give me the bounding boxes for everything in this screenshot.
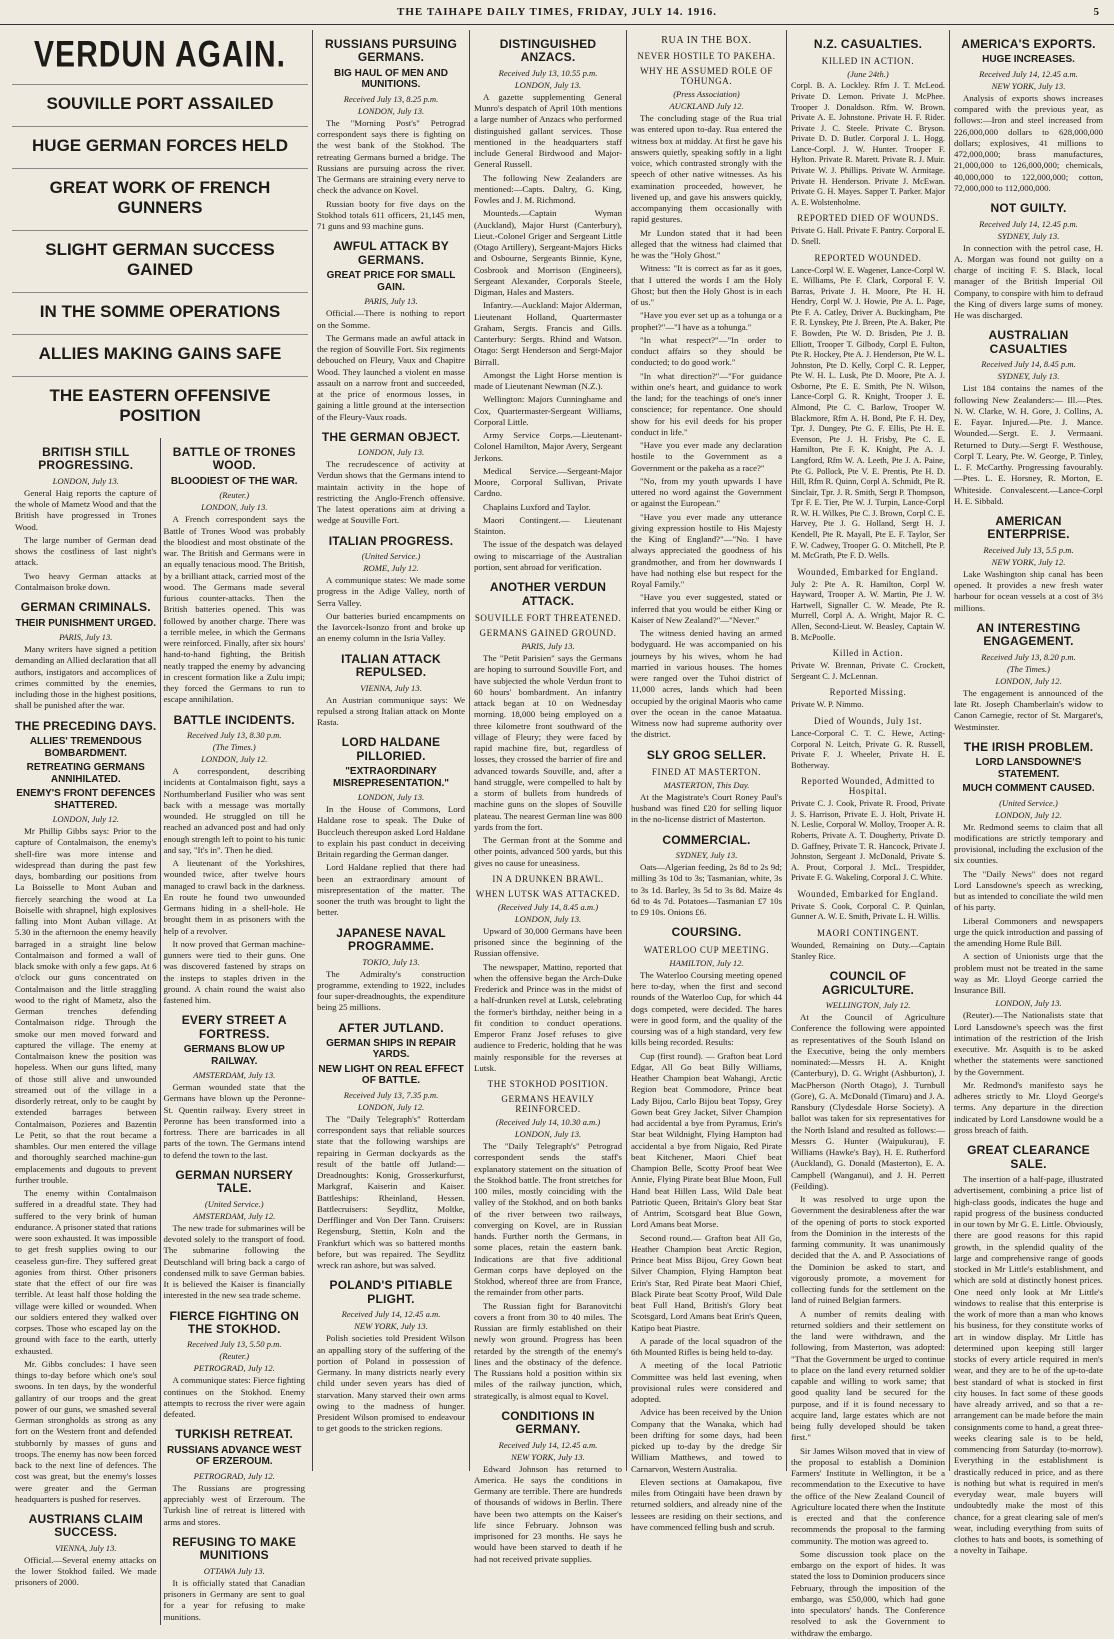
article-subheading: WATERLOO CUP MEETING. bbox=[643, 944, 770, 955]
dateline: NEW YORK, July 13. bbox=[991, 80, 1066, 91]
article-headline: AUSTRIANS CLAIM SUCCESS. bbox=[28, 1512, 143, 1540]
article-paragraph: Our batteries buried encampments on the Iavorcek-Isonzo front and broke up an enemy column in the Isria Valley. bbox=[317, 610, 465, 644]
article-paragraph: A lieutenant of the Yorkshires, wounded twice, after twelve hours managed to crawl back in the darkness. En route he found two unwounded Germans hiding in a shell-hole. He brought them in as prisoners with the help of a revolver. bbox=[163, 858, 305, 936]
dateline: AUCKLAND July 12. bbox=[669, 101, 744, 111]
column-1 bbox=[8, 30, 313, 1622]
article-paragraph: A French correspondent says the Battle of Trones Wood was probably the bloodiest and most obstinate of the war. The British and Germans were in an equally tenacious mood. The British, by a brilliant attack, carried most of the wood. The Germans made several furious counter-attacks. Then the British batteries opened. This was followed by another charge. There was a terrible melee, in which the Germans were reinforced. Finally, after six hours' hand-to-hand fighting, the British neatly trapped the enemy by advancing in crescent formation like a Zulu impi; they forced the Germans to run to escape annihilation. bbox=[163, 514, 305, 705]
article-subheading: NEW LIGHT ON REAL EFFECT OF BATTLE. bbox=[318, 1063, 464, 1087]
dateline: PARIS, July 13. bbox=[364, 296, 418, 307]
dateline: AMSTERDAM, July 13. bbox=[193, 1070, 276, 1081]
article-headline: GREAT CLEARANCE SALE. bbox=[967, 1143, 1090, 1171]
article-paragraph: A communique states: Fierce fighting continues on the Stokhod. Enemy attempts to recross the river were again defeated. bbox=[163, 1375, 305, 1420]
article-subheading: NEVER HOSTILE TO PAKEHA. bbox=[637, 51, 776, 61]
dateline: TOKIO, July 13. bbox=[362, 956, 420, 967]
page-number: 5 bbox=[1093, 6, 1100, 18]
article-paragraph: Edward Johnson has returned to America. He says the conditions in Germany are terrible. There are hundreds of thousands of widows in Berlin. There have been two attempts on the Kaiser's life since February. Johnson was imprisoned for 23 months. He says he would have been starved to death if he had not received private supplies. bbox=[474, 1463, 622, 1564]
article-headline: RUSSIANS PURSUING GERMANS. bbox=[324, 37, 458, 65]
dateline: ROME, July 12. bbox=[363, 563, 419, 574]
article-headline: N.Z. CASUALTIES. bbox=[813, 37, 923, 51]
article-paragraph: Medical Service.—Sergeant-Major Moore, Corporal Sullivan, Private Cardno. bbox=[474, 465, 622, 499]
article-headline: THE STOKHOD POSITION. bbox=[487, 1079, 609, 1089]
column-6 bbox=[950, 30, 1107, 1556]
article-paragraph: Mr. Gibbs concludes: I have seen things to-day before which one's soul swoons. In ten days, by the wonderful gallantry of our troops and the great power of our guns, we smashed several German strongholds as strong as any fort on the Western front and defended stubbornly by masses of guns and troops. The enemy has now been forced back to the next line of defences. The cost was great, but the enemy's losses were greater and the German headquarters is pushed for reserves. bbox=[15, 1358, 157, 1504]
casualty-list: Private W. P. Nimmo. bbox=[791, 700, 864, 710]
article-paragraph: The "Daily News" does not regard Lord Lansdowne's speech as wrecking, but as intended to conciliate the wild men of his party. bbox=[954, 868, 1103, 913]
article-paragraph: Mr. Redmond seems to claim that all modifications are strictly temporary and provisional, including the exclusion of the six counties. bbox=[954, 821, 1103, 866]
article-paragraph: General Haig reports the capture of the whole of Mametz Wood and that the British have progressed in Trones Wood. bbox=[15, 487, 157, 532]
banner-headline: VERDUN AGAIN. bbox=[34, 33, 286, 75]
article-headline: AMERICAN ENTERPRISE. bbox=[987, 514, 1070, 542]
article-paragraph: Official.—Several enemy attacks on the lower Stokhod failed. We made prisoners of 2000. bbox=[15, 1554, 157, 1588]
article-headline: FIERCE FIGHTING ON THE STOKHOD. bbox=[169, 1308, 300, 1336]
article-paragraph: "Have you ever made any utterance giving expression hostile to His Majesty the King of England?"—"No. I have always appreciated the goodness of his grandmother, and from her downwards I have had nothing else but respect for the Royal Family." bbox=[631, 511, 782, 589]
received-line: Received July 13, 8.20 p.m. bbox=[981, 651, 1076, 662]
column-3 bbox=[470, 30, 627, 1564]
article-headline: THE GERMAN OBJECT. bbox=[321, 429, 461, 444]
dateline: VIENNA, July 13. bbox=[360, 682, 422, 693]
article-paragraph: At the Magistrate's Court Roney Paul's husband was fined £20 for selling liquor in the no-license district of Masterton. bbox=[631, 791, 782, 825]
received-line: Received July 14, 12.45 a.m. bbox=[341, 1309, 441, 1320]
banner-deck: THE EASTERN OFFENSIVE POSITION bbox=[12, 376, 308, 426]
article-paragraph: A meeting of the local Patriotic Committee was held last evening, when provisional rules were considered and adopted. bbox=[631, 1360, 782, 1405]
article-paragraph: Polish societies told President Wilson an appalling story of the suffering of the portion of Poland in possession of Germany. In many districts nearly every child under seven years has died of starvation. Many starved their own arms owing to the madness of hunger. President Wilson promised to endeavour to get goods to the stricken regions. bbox=[317, 1333, 465, 1434]
article-subheading: THEIR PUNISHMENT URGED. bbox=[15, 617, 157, 629]
article-paragraph: Lord Haldane replied that there had been an extraordinary amount of misrepresentation of the matter. The sooner the truth was brought to light the better. bbox=[317, 862, 465, 918]
article-headline: GERMAN NURSERY TALE. bbox=[175, 1167, 294, 1196]
dateline: OTTAWA July 13. bbox=[203, 1565, 265, 1576]
dateline: SYDNEY, July 13. bbox=[997, 230, 1060, 241]
article-paragraph: The Russian fight for Baranovitchi covers a front from 30 to 40 miles. The Russian are firmly established on their newly won ground. Progress has been retarded by the strength of the enemy's lines and the obstinacy of the defence. The Russians hold a position within six miles of the railway junction, which, strategically, is almost equal to Kovel. bbox=[474, 1300, 622, 1401]
source-line: (Press Association) bbox=[673, 89, 740, 99]
source-line: (United Service.) bbox=[361, 551, 421, 562]
list-heading: Wounded, Embarked for England. bbox=[797, 566, 939, 577]
article-paragraph: Army Service Corps.—Lieutenant-Colonel Hamilton, Major Avery, Sergeant Jerkons. bbox=[474, 430, 622, 463]
source-line: (Reuter.) bbox=[219, 490, 250, 501]
article-headline: ITALIAN ATTACK REPULSED. bbox=[341, 651, 441, 680]
article-headline: BATTLE INCIDENTS. bbox=[173, 712, 295, 727]
article-headline: TURKISH RETREAT. bbox=[175, 1427, 294, 1442]
article-paragraph: Liberal Commoners and newspapers urge the quick introduction and passing of the amending Home Rule Bill. bbox=[954, 915, 1103, 949]
article-paragraph: (Reuter).—The Nationalists state that Lord Lansdowne's speech was the first intimation of the restriction of the Irish executive. Mr. Asquith is to be asked whether the statements were sanctioned by the Government. bbox=[954, 1010, 1103, 1077]
article-paragraph: "No, from my youth upwards I have uttered no word against the Government or against the European." bbox=[631, 475, 782, 509]
article-paragraph: Cup (first round). — Grafton beat Lord Edgar, All Go beat Billy Williams, Heather Champion beat Wahangi, Arctic Region beat Commodore, Prince beat Lady Bijou, Carlo Bijou beat Topsy, Grey Gown beat Grey Jacket, Silver Champion had accidental a bye from Pyramus, Erin's Star beat Wildnight, Flying Hampton had accidental a bye from Nigaio, Red Pirate beat Kitchener, Maori Chief beat Champion Belle, Scotty Proof beat Wee Annie, Flying Pirate beat Blue Moon, Full Hand beat Hillen Lass, Wild Dale beat Patriotic Queen, Britain's Glory beat Star of Antrim, Scotsgard beat Blue Gown, Lord Amans beat Morse. bbox=[631, 1050, 782, 1230]
received-line: (Received July 14, 10.30 a.m.) bbox=[495, 1117, 601, 1127]
article-headline: DISTINGUISHED ANZACS. bbox=[499, 37, 597, 65]
article-paragraph: Lake Washington ship canal has been opened. It provides a new fresh water harbour for ocean vessels at a cost of 3½ millions. bbox=[954, 568, 1103, 613]
article-paragraph: Upward of 30,000 Germans have been prisoned since the beginning of the Russian offensive. bbox=[474, 925, 622, 959]
article-headline: COMMERCIAL. bbox=[662, 832, 751, 847]
article-paragraph: The Waterloo Coursing meeting opened here to-day, when the first and second rounds of the Waterloo Cup, for which 44 dogs competed, were decided. The hares were in good form, and the quality of the coursing was of a high standard, very few kills being recorded. Results: bbox=[631, 969, 782, 1048]
masthead bbox=[0, 0, 1114, 25]
article-headline: RUA IN THE BOX. bbox=[661, 35, 752, 46]
source-line: (United Service.) bbox=[999, 797, 1058, 808]
received-line: Received July 13, 7.35 p.m. bbox=[343, 1089, 439, 1100]
article-paragraph: The large number of German dead shows the costliness of last night's attack. bbox=[15, 534, 157, 568]
article-paragraph: It is officially stated that Canadian prisoners in Germany are sent to goal for a year for refusing to make munitions. bbox=[163, 1577, 305, 1622]
article-subheading: HUGE INCREASES. bbox=[982, 54, 1075, 66]
article-headline: JAPANESE NAVAL PROGRAMME. bbox=[336, 925, 446, 954]
article-subheading: ALLIES' TREMENDOUS BOMBARDMENT. bbox=[29, 736, 142, 759]
article-paragraph: "Have you ever suggested, stated or inferred that you would be either King or Kaiser of New Zealand?"—"Never." bbox=[631, 592, 782, 625]
article-paragraph: The enemy within Contalmaison suffered in a dreadful state. They had suffered to the very brink of human endurance. A prisoner stated that rations were soon exhausted. It was impossible to get fresh supplies owing to our ceaseless gun-fire. They suffered great agonies from thirst. Other prisoners state that the effect of our fire was terrible. At least half those holding the village were killed or wounded. When our soldiers entered they walked over corpses. Those who escaped lay on the ground with face to the earth, utterly exhausted. bbox=[15, 1188, 157, 1356]
casualty-list: Private W. Brennan, Private C. Crockett, Sergeant C. J. McLennan. bbox=[791, 661, 945, 681]
article-paragraph: The "Morning Post's" Petrograd correspondent says there is fighting on the west bank of the Stokhod. The retreating Germans burned a bridge. The Russians are pursuing across the river. The Germans are straining every nerve to check the advance on Kovel. bbox=[317, 117, 465, 196]
dateline: PARIS, July 13. bbox=[59, 632, 113, 643]
list-heading: Died of Wounds, July 1st. bbox=[813, 715, 923, 726]
article-paragraph: Wellington: Majors Cunninghame and Cox, Quartermaster-Sergeant Williams, Corporal Little. bbox=[474, 394, 622, 427]
dateline: VIENNA, July 13. bbox=[54, 1542, 117, 1553]
article-headline: CONDITIONS IN GERMANY. bbox=[501, 1408, 595, 1437]
received-line: Received July 13, 8.25 p.m. bbox=[343, 93, 439, 104]
list-heading: Reported Missing. bbox=[829, 687, 907, 698]
article-paragraph: Second round.— Grafton beat All Go, Heather Champion beat Arctic Region, Prince beat Miss Bijou, Grey Gown beat Silver Champion, Flying Hampton beat Erin's Star, Red Pirate beat Maori Chief, Black Pirate beat Scotty Proof, Wild Dale beat Full Hand, British's Glory beat Scotsgard, Lord Amans beat Erin's Queen, Katipo beat Piastre. bbox=[631, 1232, 782, 1333]
article-paragraph: Mr Phillip Gibbs says: Prior to the capture of Contalmaison, the enemy's shell-fire was more intense and widespread than during the past few days, bombarding our positions from La Boisselle to Mont Auban and fiercely searching the wood at La Boiselle with shrapnel, high explosives falling into Mont Auban village. At 5.30 in the afternoon the enemy heavily barraged in a straight line below Contalmaison and formed a wall of black smoke with only a few gaps. At 6 o'clock our guns concentrated on Contalmaison and the little straggling wood to the right of Mametz, also the German trenches defending Contalmaison ridge. Through the smoke our men moved forward and captured the village. The enemy at Contalmaison knew the position was hopeless. When our guns lifted, many of those still alive and unwounded streamed out of the village in a disorderly retreat, only to be caught by extended barrages between Contalmaison, Pozieres and Bazentin Le Petit, so that the rout became a shambles. Our men entered the village and thoroughly searched machine-gun emplacements and dugouts to prevent further trouble. bbox=[15, 826, 157, 1185]
article-paragraph: "Have you ever made any declaration hostile to the Government as a Government or the pakeha as a race?" bbox=[631, 440, 782, 473]
dateline: LONDON, July 13. bbox=[52, 475, 119, 486]
article-paragraph: The German front at the Somme and other points, advanced 500 yards, but this gives no cause for uneasiness. bbox=[474, 835, 622, 868]
dateline: PETROGRAD, July 12. bbox=[193, 1470, 275, 1481]
column-1-left bbox=[12, 438, 161, 1625]
dateline: LONDON, July 12. bbox=[357, 1101, 425, 1112]
dateline: PETROGRAD, July 12. bbox=[193, 1363, 275, 1374]
list-heading: Killed in Action. bbox=[832, 648, 904, 659]
article-headline: SLY GROG SELLER. bbox=[646, 747, 767, 762]
article-subheading: MUCH COMMENT CAUSED. bbox=[962, 783, 1095, 795]
article-paragraph: Mr. Redmond's manifesto says he adheres strictly to Mr. Lloyd George's terms. Any departure in the direction indicated by Lord Lansdowne would be a gross breach of faith. bbox=[954, 1079, 1103, 1135]
article-headline: GERMAN CRIMINALS. bbox=[20, 600, 151, 615]
dateline: SYDNEY, July 13. bbox=[997, 371, 1060, 382]
source-line: (The Times.) bbox=[1007, 663, 1050, 674]
article-subheading: KILLED IN ACTION. bbox=[821, 56, 915, 67]
casualty-list: Lance-Corpl W. E. Wagener, Lance-Corpl W. E. Williams, Pte F. Clark, Corporal F. V. Barras, Private J. H. Moore, Pte H. H. Hendry, Corpl W. J. Howie, Pte A. L. Page, Pte F. A. Catley, Driver A. Buckingham, Pte F. R. Lynskey, Pte J. Breen, Pte A. Baker, Pte F. Bowden, Pte W. D. Brisden, Pte J. B. Elliott, Trooper T. Gilbody, Corpl E. Fulton, Pte R. Hockey, Pte A. J. Henderson, Pte W. L. Johnston, Pte D. Kelly, Corpl C. R. Lepper, Pte W. H. L. Lusk, Pte D. Moore, Pte A. J. Osborne, Pte E. E. Smith, Pte N. Wilson, Lance-Corpl G. R. Knight, Trooper J. E. Almond, Pte C. C. Barlow, Trooper W. Blackmore, Rfm A. H. Bond, Pte F. H. Dey, Tpr. J. Dungey, Pte G. F. Ellis, Pte H. E. Evenson, Pte J. H. Frisby, Pte C. E. Hamilton, Pte F. K. Knight, Pte A. J. Langford, Rfm W. A. Leeth, Pte J. A. Paine, Pte G. Pollock, Pte V. E. Prentis, Pte H. D. Hill, Rfm R. Quinn, Corpl A. Schmidt, Pte R. Sinclair, Tpr. J. R. Smith, Sergt P. Thompson, Tpr F. E. Tier, Pte W. J. Turpin, Lance-Corpl R. W. H. Wilkes, Pte C. J. Brown, Corpl C. E. Harvey, Pte J. G. Holland, Sergt H. J. Kendell, Pte R. Mayall, Pte E. F. Taylor, Ser F. W. Cadwey, Trooper G. O. Mitchell, Pte P. M. McGrath, Pte F. D. Wells. bbox=[791, 265, 945, 561]
article-paragraph: Analysis of exports shows increases compared with the previous year, as follows:—Iron and steel increased from 226,000,000 dollars to 628,000,000 dollars; explosives, 41 millions to 472,000,000; brass manufactures, 21,000,000 to 126,000,000; chemicals, 40,000,000 to 122,000,000; cotton, 72,000,000 to 112,000,000. bbox=[954, 92, 1103, 193]
dateline: LONDON, July 13. bbox=[514, 1129, 582, 1139]
article-paragraph: A gazette supplementing General Munro's despatch of April 10th mentions a large number of Anzacs who performed distinguished gallant services. Those mentioned in the headquarters staff include General Birdwood and Major-General Russell. bbox=[474, 91, 622, 170]
article-paragraph: A section of Unionists urge that the problem must not be treated in the same way as Mr. Lloyd George carried the Insurance Bill. bbox=[954, 951, 1103, 996]
casualty-list: July 2: Pte A. R. Hamilton, Corpl W. Hayward, Trooper A. W. Martin, Pte J. W. Hartwell, Signaller C. W. Meade, Pte R. Murrell, Corpl A. A. Wright, Major R. C. Allen, Second-Lieut. W. Beasley, Captain W. B. McPoolle. bbox=[791, 579, 945, 642]
article-headline: NOT GUILTY. bbox=[990, 201, 1067, 216]
article-paragraph: The Russians are progressing appreciably west of Erzeroum. The Turkish line of retreat is littered with arms and stores. bbox=[163, 1482, 305, 1527]
received-line: Received July 14, 8.45 p.m. bbox=[981, 359, 1076, 370]
article-headline: ANOTHER VERDUN ATTACK. bbox=[489, 580, 607, 608]
banner-deck: SOUVILLE PORT ASSAILED bbox=[12, 84, 308, 114]
received-line: Received July 13, 8.30 p.m. bbox=[187, 730, 282, 741]
article-paragraph: The issue of the despatch was delayed owing to miscarriage of the Australian portion, sent abroad for verification. bbox=[474, 539, 622, 572]
article-subheading: "EXTRAORDINARY MISREPRESENTATION." bbox=[332, 766, 450, 789]
source-line: (The Times.) bbox=[212, 742, 256, 753]
article-headline: AFTER JUTLAND. bbox=[338, 1020, 444, 1035]
article-subheading: SOUVILLE FORT THREATENED. bbox=[474, 613, 622, 623]
article-paragraph: The concluding stage of the Rua trial was entered upon to-day. Rua entered the witness box at midday. At first he gave his answers quietly, speaking softly in a light voice, which contrasted strongly with the speech of other native witnesses. As his examination proceeded, however, he livened up, and gave his answers quickly, accompanying them occasionally with rapid gestures. bbox=[631, 113, 782, 225]
article-paragraph: The new trade for submarines will be devoted solely to the transport of food. The submarine following the Deutschland will bring back a cargo of condensed milk to save German babies. It is believed the Kaiser is financially interested in the new sea trade scheme. bbox=[163, 1222, 305, 1301]
received-line: (Received July 14, 8.45 a.m.) bbox=[497, 901, 599, 912]
article-paragraph: Sir James Wilson moved that in view of the proposal to establish a Dominion Farmers' Institute in Wellington, it be a recommendation to the Executive to have the office of the New Zealand Council of Agriculture located there when the Institute is erected and that the conference recommends the proposal to the farming community. The motion was agreed to. bbox=[791, 1445, 945, 1546]
article-subheading: GERMANS GAINED GROUND. bbox=[479, 628, 617, 638]
list-heading: REPORTED DIED OF WOUNDS. bbox=[797, 213, 939, 224]
dateline: NEW YORK, July 13. bbox=[511, 1451, 585, 1462]
article-headline: AWFUL ATTACK BY GERMANS. bbox=[333, 239, 449, 267]
article-paragraph: Eleven sections at Oamakapou, five miles from Otingaiti have been drawn by returned soldiers, and already nine of the lessees are residing on their sections, and have commenced felling bush and scrub. bbox=[631, 1476, 782, 1532]
article-paragraph: Mounteds.—Captain Wyman (Auckland), Major Hurst (Canterbury), Lieut.-Colonel Griger and Sergeant Little (Otago Artillery), Sergeant-Majors Hicks and Osbourne, Sergeants Binnie, Kyne, Cosbrook and Morrison (Engineers), Sergeant Alexander, Corporals Steele, Digman, Hales and Masters. bbox=[474, 208, 622, 298]
dateline: HAMILTON, July 12. bbox=[669, 957, 744, 968]
article-headline: BRITISH STILL PROGRESSING. bbox=[38, 445, 134, 473]
dateline: LONDON, July 13. bbox=[357, 105, 425, 116]
article-paragraph: Official.—There is nothing to report on the Somme. bbox=[317, 308, 465, 330]
article-subheading: GERMANS BLOW UP RAILWAY. bbox=[183, 1044, 285, 1067]
article-headline: EVERY STREET A FORTRESS. bbox=[181, 1013, 287, 1041]
dateline: LONDON, July 12. bbox=[995, 675, 1062, 686]
article-paragraph: The insertion of a half-page, illustrated advertisement, combining a price list of high-class goods, indicates the huge and rapid progress of the business conducted in our town by Mr G. E. Little. Obviously, there are good reasons for this rapid growth, in the splendid quality of the large and comprehensive range of goods stocked in Mr Little's establishment, and which are sold at distinctly honest prices. One need only look at Mr Little's windows to realise that this enterprise is the work of more than a man who knows his business, for they constitute works of art in window display. Mr Little has determined upon keeping still larger stocks of every article required in men's wear, and they are to be of the up-to-date best standard of what is stocked in first city houses. In fact some of these goods have already arrived, and so that a re-arrangement can be made before the main consignments come to hand, a great three-weeks clearing sale is to be held, commencing from Saturday (to-morrow). Everything in the establishment is drastically reduced in price, and as there is nothing but what is required in men's everyday wear, male buyers will undoubtedly make the most of this chance, for a great clearing sale of men's wear, including everything from suits of clothes to hats and boots, is something of a novelty in Taihape. bbox=[954, 1174, 1103, 1556]
dateline: SYDNEY, July 13. bbox=[675, 850, 738, 861]
article-paragraph: In connection with the petrol case, H. A. Morgan was found not guilty on a charge of inciting F. S. Black, local manager of the British Imperial Oil Company, to conspire with him to defraud the King of divers large sums of money. He was discharged. bbox=[954, 242, 1103, 321]
article-headline: BATTLE OF TRONES WOOD. bbox=[172, 445, 296, 473]
source-line: (Reuter.) bbox=[219, 1351, 250, 1362]
received-line: Received July 13, 5.5 p.m. bbox=[983, 544, 1074, 555]
article-paragraph: A correspondent, describing incidents at Contalmaison fight, says a Northumberland Fusilier who was sent back with a message was mortally wounded. He struggled on till he reached an advanced post and had only enough strength left to point to his tunic and say, "It's in". Then he died. bbox=[163, 766, 305, 855]
article-paragraph: It now proved that German machine-gunners were tied to their guns. One was discovered fastened by straps on the insteps to staples driven in the ground. A chain round the waist also fastened him. bbox=[163, 938, 305, 1006]
article-subheading: RUSSIANS ADVANCE WEST OF ERZEROUM. bbox=[167, 1444, 302, 1468]
article-headline: AMERICA'S EXPORTS. bbox=[961, 37, 1096, 51]
article-headline: AUSTRALIAN CASUALTIES bbox=[988, 328, 1069, 356]
article-subheading: WHY HE ASSUMED ROLE OF TOHUNGA. bbox=[640, 66, 773, 86]
casualty-list: Private G. Hall. Private F. Pantry. Corporal E. D. Snell. bbox=[791, 226, 945, 246]
casualty-list: Private C. J. Cook, Private R. Frood, Private J. S. Harrison, Private E. J. Holt, Private H. N. Leslie, Corporal W. Molloy, Trooper A. R. Roberts, Private A. T. Dougherty, Private D. D. Gaffney, Private T. R. Hancock, Private J. Johnston, Sergeant J. McDonald, Private S. A. Prout, Corporal J. McL. Trespidder, Private F. G. Wakeling, Corporal J. C. White. bbox=[791, 799, 945, 883]
article-paragraph: The engagement is announced of the late Rt. Joseph Chamberlain's widow to Canon Carnegie, rector of St. Margaret's, Westminster. bbox=[954, 687, 1103, 732]
article-paragraph: The following New Zealanders are mentioned:—Capts. Daltry, G. King, Fowles and J. M. Richmond. bbox=[474, 172, 622, 206]
article-paragraph: Infantry.—Auckland: Major Alderman, Lieutenant Holland, Quartermaster Graham, Sergts. Francis and Gills. Canterbury: Sergts. Rhind and Watson. Otago: Sergt Henderson and Sergt-Major Birrall. bbox=[474, 300, 622, 367]
dateline: NEW YORK, July 12. bbox=[991, 556, 1066, 567]
article-paragraph: The newspaper, Mattino, reported that when the offensive began the Arch-Duke Frederick and Prince was in the midst of a half-drunken revel at Lutsk, celebrating the former's birthday, neither being in a fit condition to conduct operations. Emperor Franz Josef refuses to give audience to Frederic, holding that he was mainly responsible for the reverses at Lutsk. bbox=[474, 961, 622, 1073]
received-line: Received July 14, 12.45 a.m. bbox=[498, 1439, 598, 1450]
dateline: LONDON, July 13. bbox=[995, 998, 1062, 1009]
article-headline: THE IRISH PROBLEM. bbox=[963, 739, 1094, 754]
dateline: MASTERTON, This Day. bbox=[663, 779, 750, 790]
dateline: LONDON, July 12. bbox=[52, 814, 119, 824]
article-paragraph: List 184 contains the names of the following New Zealanders:— Ill.—Ptes. N. W. Clarke, W. H. Gore, J. Collins, A. E. Fayar. Injured.—Pte. J. Mance. Wounded.—Sergt. E. J. Vermaani. Returned to Duty.—Sergt F. Westhouse, Corpl T. Leary, Pte. W. George, P. Tinley, L. F. McCarthy. Progressing favourably.—Ptes. L. E. Horsney, R. Morton, E. Whiteside. Convalescent.—Lance-Corpl H. E. Sibbald. bbox=[954, 383, 1103, 506]
source-line: (United Service.) bbox=[204, 1198, 264, 1209]
article-paragraph: A parade of the local squadron of the 6th Mounted Rifles is being held to-day. bbox=[631, 1335, 782, 1358]
casualty-list: Private S. Cook, Corporal C. P. Quinlan, Gunner A. W. E. Smith, Private L. H. Willis. bbox=[791, 901, 945, 922]
dateline: LONDON, July 12. bbox=[995, 809, 1062, 820]
article-paragraph: Many writers have signed a petition demanding an Allied declaration that all authors, instigators and accomplices of crimes committed by the enemies, including those in the highest positions, shall be punished after the war. bbox=[15, 644, 157, 711]
article-headline: POLAND'S PITIABLE PLIGHT. bbox=[329, 1278, 453, 1306]
banner-deck: GREAT WORK OF FRENCH GUNNERS bbox=[12, 168, 308, 218]
article-paragraph: Amongst the Light Horse mention is made of Lieutenant Newman (N.Z.). bbox=[474, 369, 622, 392]
article-paragraph: Mr Lundon stated that it had been alleged that the witness had claimed that he was the "Holy Ghost." bbox=[631, 227, 782, 260]
article-paragraph: Witness: "It is correct as far as it goes, that I uttered the words I am the Holy Ghost; but then the Holy Ghost is in each of us." bbox=[631, 263, 782, 307]
banner-deck: IN THE SOMME OPERATIONS bbox=[12, 292, 308, 322]
article-paragraph: "In what direction?"—"For guidance within one's heart, and guidance to work the land; for the teachings of one's inner conscience; for repentance. One should show for his evil deeds for his proper conduct in life." bbox=[631, 370, 782, 437]
article-paragraph: A number of remits dealing with returned soldiers and their settlement on the land were withdrawn, and the following, from Masterton, was adopted: "That the Government be urged to continue to place on the land every returned soldier capable and willing to work same; that good quality land be secured for the purpose, and if it is found necessary to acquire land, large estates which are not being fully developed should be taken first." bbox=[791, 1308, 945, 1443]
article-paragraph: Oats—Algerian feeding, 2s 8d to 2s 9d; milling 3s 10d to 3s; Tasmanian, white, 3s to 3s 1d. Barley, 3s 5d to 3s 8d. Maize 4s 6d to 4s 7d. Potatoes—Tasmanian £7 10s to £9 10s. Onions £6. bbox=[631, 862, 782, 918]
received-line: Received July 13, 10.55 p.m. bbox=[498, 67, 598, 78]
article-subheading: BIG HAUL OF MEN AND MUNITIONS. bbox=[334, 67, 448, 91]
article-headline: THE PRECEDING DAYS. bbox=[15, 718, 157, 733]
article-paragraph: Russian booty for five days on the Stokhod totals 611 officers, 21,145 men, 71 guns and 93 machine guns. bbox=[317, 198, 465, 232]
dateline: PARIS, July 13. bbox=[521, 641, 575, 651]
article-subheading: RETREATING GERMANS ANNIHILATED. bbox=[26, 762, 145, 785]
column-2 bbox=[313, 30, 470, 1471]
list-heading: REPORTED WOUNDED. bbox=[814, 252, 922, 263]
article-paragraph: Two heavy German attacks at Contalmaison broke down. bbox=[15, 570, 157, 592]
column-4 bbox=[627, 30, 787, 1532]
dateline: LONDON, July 13. bbox=[357, 447, 425, 458]
dateline: LONDON, July 12. bbox=[201, 754, 268, 765]
article-paragraph: At the Council of Agriculture Conference the following were appointed as representatives of the South Island on the Executive, being the only members nominated:—Messrs H. A. Knight (Canterbury), D. G. Wright (Ashburton), J. MacPherson (North Otago), J. Turnbull (Gore), G. A. McDonald (Timaru) and J. A. Ransbury (Clydesdale Horse Society). A ballot was taken for six representatives for the North Island and resulted as follows:—Messrs G. Hunter (Waipukurau), F. Williams (Hawke's Bay), H. E. Rutherford (Auckland), G. Donald (Masterton), E. A. Campbell (Wanganui), and J. H. Perrett (Feilding). bbox=[791, 1012, 945, 1191]
dateline: AMSTERDAM, July 12. bbox=[193, 1210, 276, 1221]
casualty-list: Corpl. B. A. Lockley. Rfm J. T. McLeod. Private D. Lemon. Private J. McPhee. Trooper J. Donaldson. Rfm. W. Brown. Private A. E. Johnstone. Private H. F. Rider. Private J. C. Steele. Private C. Bryson. Private D. D. Butler. Corporal J. L. Hogg. Lance-Corpl. J. W. Hunter. Trooper F. Hylton. Private R. Marett. Private R. J. Muir. Private W. J. Phillips. Private W. Armitage. Private H. Henderson. Private J. McEwan. Private G. H. Mayes. Sapper T. Parker. Major A. E. Wolstenholme. bbox=[791, 81, 945, 207]
dateline: LONDON, July 13. bbox=[514, 79, 582, 90]
column-5 bbox=[787, 30, 950, 1638]
casualty-list: Lance-Corporal C. T. C. Hewe, Acting-Corporal N. Leitch, Private G. R. Russell, Private F. J. Wheeler, Private H. E. Botherway. bbox=[791, 728, 945, 770]
received-line: Received July 14, 12.45 p.m. bbox=[979, 218, 1078, 229]
article-paragraph: Some discussion took place on the embargo on the export of hides. It was stated the loss to Dominion producers since February, through the imposition of the embargo, was £50,000, which had gone into speculators' hands. The Conference resolved to ask the Government to withdraw the embargo. bbox=[791, 1548, 945, 1638]
article-paragraph: Maori Contingent.— Lieutenant Stainton. bbox=[474, 514, 622, 537]
article-subheading: GERMAN SHIPS IN REPAIR YARDS. bbox=[326, 1037, 456, 1061]
dateline: LONDON, July 13. bbox=[514, 913, 582, 924]
article-paragraph: The "Daily Telegraph's" Rotterdam correspondent says that reliable sources state that the following warships are repairing in German dockyards as the result of the battle off Jutland:— Dreadnoughts: Konig, Grosserkurfurst, Markgraf, Kaiserin and Kaiser. Battleships: Rheinland, Hessen. Battlecruisers: Seydlitz, Moltke, Derfflinger and Von Der Tann. Cruisers: Regensburg, Stettin, Koln and the Frankfurt which was so battered months before, but was repaired. The Seydlitz wreck ran ashore, but was salved. bbox=[317, 1113, 465, 1271]
list-heading: MAORI CONTINGENT. bbox=[816, 928, 920, 939]
article-headline: REFUSING TO MAKE MUNITIONS bbox=[172, 1534, 297, 1563]
article-subheading: ENEMY'S FRONT DEFENCES SHATTERED. bbox=[16, 788, 156, 811]
list-heading: Wounded, Embarked for England. bbox=[797, 888, 939, 899]
banner-deck: ALLIES MAKING GAINS SAFE bbox=[12, 334, 308, 364]
article-paragraph: "Have you ever set up as a tohunga or a prophet?"—"I have as a tohunga." bbox=[631, 310, 782, 332]
article-headline: ITALIAN PROGRESS. bbox=[328, 533, 454, 548]
article-paragraph: The "Petit Parisien" says the Germans are hoping to surround Souville Fort, and have subjected the whole Verdun front to 60 hours' bombardment. An infantry attack began at 10 on Wednesday morning. 18,000 being employed on a three kilometre front southward of the village of Fleury; they were faced by rapid machine fire, but, regardless of losses, they crossed the barrier of fire and advanced towards Souville, and, after a hand struggle, were compelled to halt by a storm of bullets from hundreds of machine guns on the slopes of Souville plateau. The nearest German line was 800 yards from the fort. bbox=[474, 653, 622, 832]
article-paragraph: The "Daily Telegraph's" Petrograd correspondent sends the staff's explanatory statement on the situation of the Stokhod battle. The front stretches for 100 miles, mostly coinciding with the valley of the Stokhod, and on both banks of the river between two railways, converging on Kovel, are in Russian hands. Further north the Germans, in some places, retain the eastern bank. Indications are that five additional German corps have deployed on the Stokhod, whereof three are from France, the remainder from other parts. bbox=[474, 1141, 622, 1298]
received-line: Received July 14, 12.45 a.m. bbox=[979, 68, 1078, 79]
list-heading: Reported Wounded, Admitted to Hospital. bbox=[801, 776, 935, 797]
column-1-right bbox=[161, 438, 309, 1625]
article-paragraph: German wounded state that the Germans have blown up the Peronne-St. Quentin railway. Every street in Peronne has been transformed into a fortress. There are barricades in all parts of the town. The Germans intend to defend the town to the last. bbox=[163, 1082, 305, 1160]
article-paragraph: Advice has been received by the Union Company that the Wanaka, which had been drifting for some days, had been picked up to-day by the dredge Sir William Matthews, and towed to Carnarvon, Western Australia. bbox=[631, 1407, 782, 1474]
article-subheading: WHEN LUTSK WAS ATTACKED. bbox=[475, 888, 621, 899]
casualty-list: Wounded, Remaining on Duty.—Captain Stanley Rice. bbox=[791, 941, 945, 961]
received-line: Received July 13, 5.50 p.m. bbox=[187, 1339, 282, 1350]
article-subheading: BLOODIEST OF THE WAR. bbox=[170, 475, 298, 487]
banner-deck: HUGE GERMAN FORCES HELD bbox=[12, 126, 308, 156]
article-paragraph: The witness denied having an armed bodyguard. He was accompanied on his journeys by his wives, whom he had married in various houses. The homes were ranged over the Tuhoi district of 11,000 acres, lands which had been occupied by the original Maoris who came over the ocean in the canoe Mataatua. Witness now had supreme authority over the district. bbox=[631, 628, 782, 740]
article-headline: COURSING. bbox=[671, 925, 742, 940]
article-headline: LORD HALDANE PILLORIED. bbox=[341, 735, 441, 763]
dateline: (June 24th.) bbox=[847, 69, 889, 80]
verdun-banner bbox=[12, 33, 308, 426]
article-subheading: GERMANS HEAVILY REINFORCED. bbox=[501, 1094, 595, 1114]
article-paragraph: The Admiralty's construction programme, extending to 1922, includes four super-dreadnoughts, the expenditure being 25 millions. bbox=[317, 968, 465, 1013]
dateline: LONDON, July 13. bbox=[201, 502, 268, 513]
dateline: WELLINGTON, July 12. bbox=[825, 1000, 911, 1011]
article-subheading: LORD LANSDOWNE'S STATEMENT. bbox=[975, 757, 1082, 780]
article-paragraph: Chaplains Luxford and Taylor. bbox=[483, 501, 591, 512]
newspaper-title: THE TAIHAPE DAILY TIMES, FRIDAY, JULY 14. 1916. bbox=[397, 6, 717, 18]
article-paragraph: The Germans made an awful attack in the region of Souville Fort. Six regiments debouched on Fleury, Vaux and Chapitre Wood. They launched a violent en masse assault on a narrow front and succeeded, at the price of enormous losses, in gaining a little ground at the intersection of the Fleury-Vaux roads. bbox=[317, 332, 465, 422]
article-headline: AN INTERESTING ENGAGEMENT. bbox=[976, 620, 1081, 649]
article-subheading: FINED AT MASTERTON. bbox=[651, 766, 762, 777]
article-paragraph: The recrudescence of activity at Verdun shows that the Germans intend to maintain activity in the hope of restricting the Anglo-French offensive. The latest operations aim at driving a wedge at Souville Fort. bbox=[317, 459, 465, 526]
article-paragraph: An Austrian communique says: We repulsed a strong Italian attack on Monte Rasta. bbox=[317, 694, 465, 727]
article-paragraph: A communique states: We made some progress in the Adige Valley, north of Serra Valley. bbox=[317, 575, 465, 608]
banner-deck: SLIGHT GERMAN SUCCESS GAINED bbox=[12, 230, 308, 280]
article-headline: IN A DRUNKEN BRAWL. bbox=[492, 873, 604, 884]
article-paragraph: In the House of Commons, Lord Haldane rose to speak. The Duke of Buccleuch thereupon asked Lord Haldane to explain his past conduct in deceiving Britain regarding the German danger. bbox=[317, 804, 465, 860]
article-subheading: GREAT PRICE FOR SMALL GAIN. bbox=[326, 270, 456, 293]
dateline: NEW YORK, July 13. bbox=[354, 1321, 428, 1332]
article-headline: COUNCIL OF AGRICULTURE. bbox=[821, 969, 915, 997]
article-paragraph: It was resolved to urge upon the Government the desirableness after the war of the opening of ports to stock exported from the Dominion in the interests of the farming community. It was unanimously decided that the A. and P. Associations of the Dominion be asked to start, and vigorously promote, a movement for collecting funds for the settlement on the land of ruined Belgian farmers. bbox=[791, 1194, 945, 1306]
dateline: LONDON, July 13. bbox=[357, 792, 425, 803]
article-paragraph: "In what respect?"—"In order to conduct affairs so they should be conducted; to do good work." bbox=[631, 334, 782, 368]
